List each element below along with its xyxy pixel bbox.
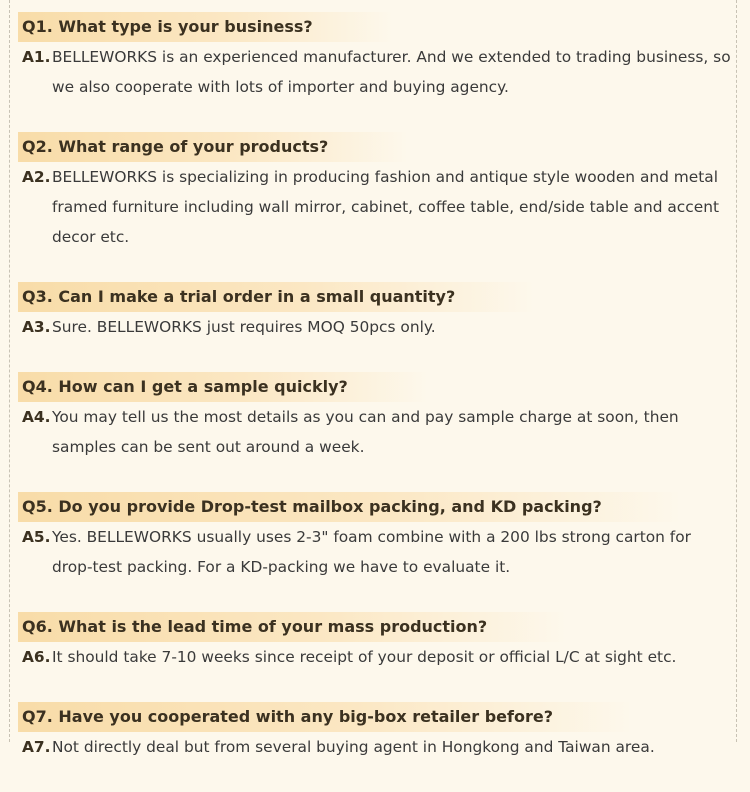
faq-question: Q3. Can I make a trial order in a small quantity? — [18, 282, 535, 312]
answer-text: Sure. BELLEWORKS just requires MOQ 50pcs only. — [52, 318, 436, 336]
faq-answer — [18, 522, 734, 582]
faq-answer — [18, 642, 734, 672]
faq-question: Q4. How can I get a sample quickly? — [18, 372, 428, 402]
faq-item-2 — [18, 132, 734, 252]
answer-label: A5. — [22, 528, 51, 546]
faq-question: Q1. What type is your business? — [18, 12, 393, 42]
faq-item-4 — [18, 372, 734, 462]
answer-text: You may tell us the most details as you can and pay sample charge at soon, then samples can be sent out around a week. — [52, 408, 679, 456]
faq-item-5 — [18, 492, 734, 582]
faq-answer — [18, 42, 734, 102]
answer-text: Yes. BELLEWORKS usually uses 2-3" foam combine with a 200 lbs strong carton for drop-test packing. For a KD-packing we have to evaluate it. — [52, 528, 691, 576]
faq-question: Q7. Have you cooperated with any big-box retailer before? — [18, 702, 633, 732]
faq-list — [18, 12, 734, 792]
answer-label: A6. — [22, 648, 51, 666]
faq-answer — [18, 162, 734, 252]
faq-question: Q2. What range of your products? — [18, 132, 408, 162]
answer-text: BELLEWORKS is specializing in producing fashion and antique style wooden and metal framed furniture including wall mirror, cabinet, coffee table, end/side table and accent decor etc. — [52, 168, 719, 246]
faq-question: Q6. What is the lead time of your mass production? — [18, 612, 567, 642]
faq-answer — [18, 402, 734, 462]
faq-item-3 — [18, 282, 734, 342]
answer-text: It should take 7-10 weeks since receipt of your deposit or official L/C at sight etc. — [52, 648, 677, 666]
faq-answer — [18, 732, 734, 762]
answer-label: A3. — [22, 318, 51, 336]
faq-question: Q5. Do you provide Drop-test mailbox packing, and KD packing? — [18, 492, 682, 522]
faq-item-6 — [18, 612, 734, 672]
answer-text: BELLEWORKS is an experienced manufacturer. And we extended to trading business, so we also cooperate with lots of importer and buying agency. — [52, 48, 731, 96]
answer-text: Not directly deal but from several buying agent in Hongkong and Taiwan area. — [52, 738, 655, 756]
answer-label: A7. — [22, 738, 51, 756]
faq-item-7 — [18, 702, 734, 762]
answer-label: A4. — [22, 408, 51, 426]
faq-item-1 — [18, 12, 734, 102]
answer-label: A2. — [22, 168, 51, 186]
answer-label: A1. — [22, 48, 51, 66]
faq-answer — [18, 312, 734, 342]
